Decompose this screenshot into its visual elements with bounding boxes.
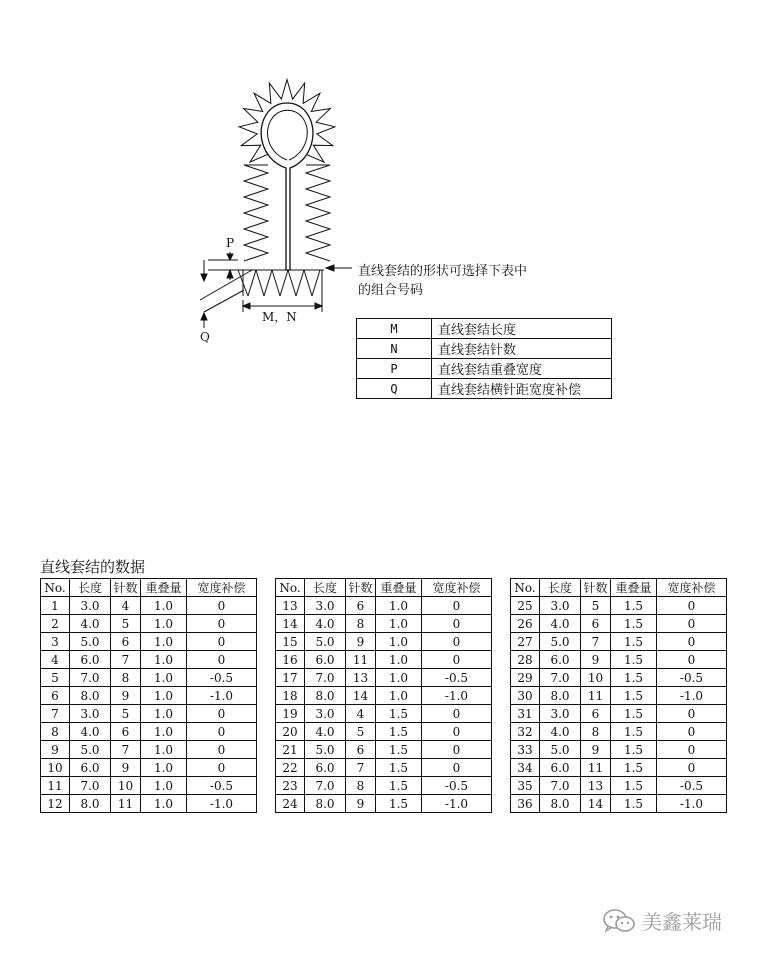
table-cell: 18	[276, 687, 305, 705]
table-cell: 25	[511, 597, 540, 615]
table-cell: 16	[276, 651, 305, 669]
table-cell: 6	[346, 741, 376, 759]
table-cell: 9	[581, 741, 611, 759]
table-cell: 7.0	[70, 777, 111, 795]
table-cell: 0	[422, 759, 492, 777]
table-cell: 5.0	[540, 741, 581, 759]
table-row	[511, 615, 727, 633]
table-cell: 0	[657, 723, 727, 741]
table-cell: 0	[187, 741, 257, 759]
table-cell: 1.5	[376, 777, 422, 795]
callout-text	[358, 262, 558, 300]
table-header-cell: No.	[276, 579, 305, 597]
table-cell: 1.0	[376, 615, 422, 633]
table-cell: 5	[346, 723, 376, 741]
table-cell: 1.5	[611, 633, 657, 651]
table-cell: 1	[41, 597, 70, 615]
legend-row	[357, 339, 612, 359]
table-cell: 28	[511, 651, 540, 669]
table-cell: 1.0	[376, 597, 422, 615]
watermark-text: 美鑫莱瑞	[642, 910, 722, 934]
table-cell: 21	[276, 741, 305, 759]
table-row	[511, 705, 727, 723]
table-header-cell: 宽度补偿	[422, 579, 492, 597]
table-cell: -0.5	[187, 777, 257, 795]
table-cell: 5.0	[70, 633, 111, 651]
table-cell: 31	[511, 705, 540, 723]
table-cell: 20	[276, 723, 305, 741]
table-row	[511, 687, 727, 705]
table-header-row	[511, 579, 727, 597]
table-cell: 1.0	[141, 777, 187, 795]
legend-row	[357, 379, 612, 399]
table-cell: 5	[41, 669, 70, 687]
table-cell: 5.0	[305, 633, 346, 651]
table-row	[276, 777, 492, 795]
table-cell: 3.0	[70, 705, 111, 723]
table-cell: -0.5	[657, 777, 727, 795]
table-row	[511, 723, 727, 741]
table-cell: 8.0	[70, 795, 111, 813]
table-cell: 17	[276, 669, 305, 687]
table-cell: 1.5	[611, 759, 657, 777]
table-cell: 6.0	[70, 651, 111, 669]
table-cell: 1.5	[611, 723, 657, 741]
table-cell: 1.5	[376, 795, 422, 813]
table-cell: 10	[581, 669, 611, 687]
table-cell: 1.0	[376, 633, 422, 651]
table-cell: 14	[346, 687, 376, 705]
base-stitches	[238, 270, 324, 300]
table-cell: 0	[422, 723, 492, 741]
table-cell: 8	[346, 777, 376, 795]
table-cell: 0	[187, 651, 257, 669]
table-row	[511, 741, 727, 759]
table-cell: 0	[187, 705, 257, 723]
table-cell: -0.5	[422, 669, 492, 687]
table-cell: 7	[41, 705, 70, 723]
table-header-cell: No.	[511, 579, 540, 597]
table-cell: 7	[346, 759, 376, 777]
table-cell: 1.5	[611, 669, 657, 687]
table-cell: 12	[41, 795, 70, 813]
table-cell: 1.0	[141, 687, 187, 705]
callout-line-2: 的组合号码	[358, 283, 424, 298]
table-cell: -1.0	[187, 795, 257, 813]
table-row	[276, 723, 492, 741]
table-cell: 35	[511, 777, 540, 795]
table-row	[276, 597, 492, 615]
table-cell: 1.0	[141, 741, 187, 759]
data-table-3	[510, 578, 727, 813]
table-cell: 4	[41, 651, 70, 669]
table-cell: -1.0	[422, 687, 492, 705]
table-cell: 8.0	[70, 687, 111, 705]
right-zigzag	[306, 165, 330, 261]
table-cell: 9	[111, 687, 141, 705]
table-header-cell: 针数	[581, 579, 611, 597]
table-cell: 9	[346, 633, 376, 651]
table-row	[276, 633, 492, 651]
legend-key: Q	[357, 379, 432, 399]
legend-table	[356, 318, 612, 399]
table-header-cell: 重叠量	[376, 579, 422, 597]
table-cell: 11	[346, 651, 376, 669]
table-cell: 0	[422, 705, 492, 723]
table-cell: 7	[111, 741, 141, 759]
table-cell: 6.0	[305, 759, 346, 777]
table-cell: 0	[657, 651, 727, 669]
table-cell: 8	[581, 723, 611, 741]
table-cell: 8	[41, 723, 70, 741]
callout-arrow	[326, 265, 352, 271]
table-cell: 7.0	[540, 669, 581, 687]
table-cell: 3.0	[305, 705, 346, 723]
table-cell: 6.0	[540, 651, 581, 669]
table-cell: 8.0	[305, 795, 346, 813]
table-cell: 1.0	[141, 615, 187, 633]
label-mn: M，N	[262, 310, 297, 324]
table-row	[41, 669, 257, 687]
table-cell: 1.5	[611, 795, 657, 813]
legend-key: N	[357, 339, 432, 359]
table-cell: 13	[581, 777, 611, 795]
table-cell: 4.0	[540, 615, 581, 633]
table-cell: 24	[276, 795, 305, 813]
table-cell: 0	[422, 741, 492, 759]
table-cell: 0	[187, 615, 257, 633]
table-cell: 6	[111, 723, 141, 741]
table-cell: 4.0	[540, 723, 581, 741]
table-cell: 32	[511, 723, 540, 741]
table-cell: 7.0	[305, 669, 346, 687]
label-p: P	[226, 236, 235, 250]
table-cell: 8	[111, 669, 141, 687]
table-cell: 23	[276, 777, 305, 795]
table-cell: 6.0	[540, 759, 581, 777]
table-cell: -1.0	[422, 795, 492, 813]
table-cell: 0	[422, 633, 492, 651]
legend-row	[357, 359, 612, 379]
table-row	[41, 723, 257, 741]
table-cell: 0	[657, 759, 727, 777]
table-cell: 5	[111, 615, 141, 633]
table-cell: 0	[187, 723, 257, 741]
legend-key: M	[357, 319, 432, 339]
table-cell: 6	[111, 633, 141, 651]
table-header-cell: 长度	[70, 579, 111, 597]
table-header-cell: 长度	[305, 579, 346, 597]
table-cell: 1.5	[376, 705, 422, 723]
table-cell: 0	[657, 633, 727, 651]
table-cell: 9	[581, 651, 611, 669]
table-cell: 0	[187, 759, 257, 777]
table-cell: 6.0	[70, 759, 111, 777]
left-zigzag	[244, 165, 268, 261]
table-cell: 3.0	[540, 597, 581, 615]
table-cell: -1.0	[657, 687, 727, 705]
table-row	[511, 633, 727, 651]
table-cell: 1.5	[611, 651, 657, 669]
table-cell: 1.0	[141, 759, 187, 777]
table-header-cell: 针数	[111, 579, 141, 597]
table-cell: 7.0	[305, 777, 346, 795]
table-cell: 0	[422, 651, 492, 669]
table-cell: 14	[581, 795, 611, 813]
table-cell: 3.0	[540, 705, 581, 723]
table-row	[41, 651, 257, 669]
table-cell: 4.0	[70, 615, 111, 633]
table-cell: -1.0	[187, 687, 257, 705]
table-cell: 1.0	[141, 597, 187, 615]
table-cell: 6.0	[305, 651, 346, 669]
table-cell: 9	[41, 741, 70, 759]
table-row	[41, 741, 257, 759]
label-q: Q	[200, 330, 210, 344]
table-cell: 4.0	[305, 723, 346, 741]
table-cell: 1.0	[141, 633, 187, 651]
table-header-cell: 宽度补偿	[657, 579, 727, 597]
table-cell: 29	[511, 669, 540, 687]
table-cell: 4.0	[305, 615, 346, 633]
table-cell: 6	[581, 705, 611, 723]
table-row	[511, 777, 727, 795]
table-row	[511, 759, 727, 777]
table-header-cell: 针数	[346, 579, 376, 597]
data-table-1	[40, 578, 257, 813]
table-cell: 1.5	[611, 741, 657, 759]
table-row	[511, 597, 727, 615]
table-row	[511, 795, 727, 813]
table-header-cell: 重叠量	[141, 579, 187, 597]
table-cell: 7.0	[70, 669, 111, 687]
table-cell: 0	[657, 705, 727, 723]
table-row	[41, 633, 257, 651]
table-cell: 10	[111, 777, 141, 795]
table-header-cell: No.	[41, 579, 70, 597]
table-cell: 0	[187, 633, 257, 651]
legend-desc: 直线套结重叠宽度	[432, 359, 612, 379]
table-cell: -1.0	[657, 795, 727, 813]
table-cell: 14	[276, 615, 305, 633]
table-cell: 8.0	[540, 687, 581, 705]
legend-desc: 直线套结针数	[432, 339, 612, 359]
table-cell: 4	[346, 705, 376, 723]
table-row	[276, 795, 492, 813]
table-cell: 3	[41, 633, 70, 651]
table-cell: 9	[346, 795, 376, 813]
table-row	[276, 615, 492, 633]
table-cell: 7	[581, 633, 611, 651]
table-cell: 0	[187, 597, 257, 615]
table-cell: 2	[41, 615, 70, 633]
table-cell: 7	[111, 651, 141, 669]
table-row	[511, 651, 727, 669]
table-cell: 27	[511, 633, 540, 651]
table-cell: 10	[41, 759, 70, 777]
table-cell: 1.0	[376, 687, 422, 705]
table-cell: 13	[346, 669, 376, 687]
table-cell: 6	[346, 597, 376, 615]
table-cell: 8.0	[305, 687, 346, 705]
table-cell: 11	[581, 759, 611, 777]
table-cell: 8.0	[540, 795, 581, 813]
table-cell: 15	[276, 633, 305, 651]
data-table-2	[275, 578, 492, 813]
table-row	[276, 651, 492, 669]
table-cell: 5	[111, 705, 141, 723]
table-row	[276, 759, 492, 777]
table-header-cell: 宽度补偿	[187, 579, 257, 597]
p-dimension	[208, 252, 238, 280]
table-row	[41, 795, 257, 813]
table-cell: 0	[657, 597, 727, 615]
table-row	[41, 597, 257, 615]
table-cell: 1.5	[611, 615, 657, 633]
table-cell: 1.0	[141, 705, 187, 723]
section-title: 直线套结的数据	[40, 558, 146, 576]
table-cell: 5	[581, 597, 611, 615]
table-row	[276, 705, 492, 723]
table-cell: 1.5	[376, 723, 422, 741]
table-cell: 1.5	[611, 687, 657, 705]
table-row	[276, 687, 492, 705]
table-cell: 9	[111, 759, 141, 777]
table-cell: 6	[41, 687, 70, 705]
table-cell: 1.0	[376, 669, 422, 687]
table-cell: 1.0	[141, 723, 187, 741]
table-cell: 1.0	[141, 669, 187, 687]
table-row	[41, 759, 257, 777]
table-cell: 1.5	[376, 759, 422, 777]
legend-desc: 直线套结长度	[432, 319, 612, 339]
table-row	[41, 615, 257, 633]
table-cell: 33	[511, 741, 540, 759]
table-cell: 1.5	[611, 777, 657, 795]
table-cell: 0	[657, 615, 727, 633]
table-row	[41, 687, 257, 705]
table-cell: 5.0	[540, 633, 581, 651]
table-cell: 30	[511, 687, 540, 705]
table-header-row	[41, 579, 257, 597]
table-cell: -0.5	[422, 777, 492, 795]
table-header-row	[276, 579, 492, 597]
loop-outline	[261, 103, 313, 270]
table-cell: 26	[511, 615, 540, 633]
table-row	[41, 777, 257, 795]
table-cell: 19	[276, 705, 305, 723]
table-cell: 36	[511, 795, 540, 813]
table-cell: 11	[111, 795, 141, 813]
table-cell: 1.5	[376, 741, 422, 759]
table-cell: 11	[581, 687, 611, 705]
table-cell: 34	[511, 759, 540, 777]
table-cell: 11	[41, 777, 70, 795]
legend-desc: 直线套结横针距宽度补偿	[432, 379, 612, 399]
table-cell: 0	[422, 615, 492, 633]
callout-line-1: 直线套结的形状可选择下表中	[358, 264, 528, 279]
legend-row	[357, 319, 612, 339]
table-cell: 1.0	[141, 651, 187, 669]
watermark	[602, 906, 722, 935]
table-row	[41, 705, 257, 723]
table-cell: 4	[111, 597, 141, 615]
legend-key: P	[357, 359, 432, 379]
table-cell: 1.5	[611, 597, 657, 615]
table-cell: 3.0	[70, 597, 111, 615]
table-header-cell: 长度	[540, 579, 581, 597]
table-cell: 0	[422, 597, 492, 615]
table-row	[276, 669, 492, 687]
table-cell: 4.0	[70, 723, 111, 741]
table-cell: 22	[276, 759, 305, 777]
table-cell: 5.0	[305, 741, 346, 759]
table-row	[511, 669, 727, 687]
table-cell: 1.0	[141, 795, 187, 813]
table-cell: 7.0	[540, 777, 581, 795]
table-header-cell: 重叠量	[611, 579, 657, 597]
table-cell: 5.0	[70, 741, 111, 759]
table-cell: 13	[276, 597, 305, 615]
table-cell: -0.5	[187, 669, 257, 687]
table-cell: 6	[581, 615, 611, 633]
table-row	[276, 741, 492, 759]
table-cell: 1.0	[376, 651, 422, 669]
table-cell: 1.5	[611, 705, 657, 723]
wechat-icon	[602, 908, 636, 934]
table-cell: 0	[657, 741, 727, 759]
table-cell: -0.5	[657, 669, 727, 687]
table-cell: 8	[346, 615, 376, 633]
table-cell: 3.0	[305, 597, 346, 615]
